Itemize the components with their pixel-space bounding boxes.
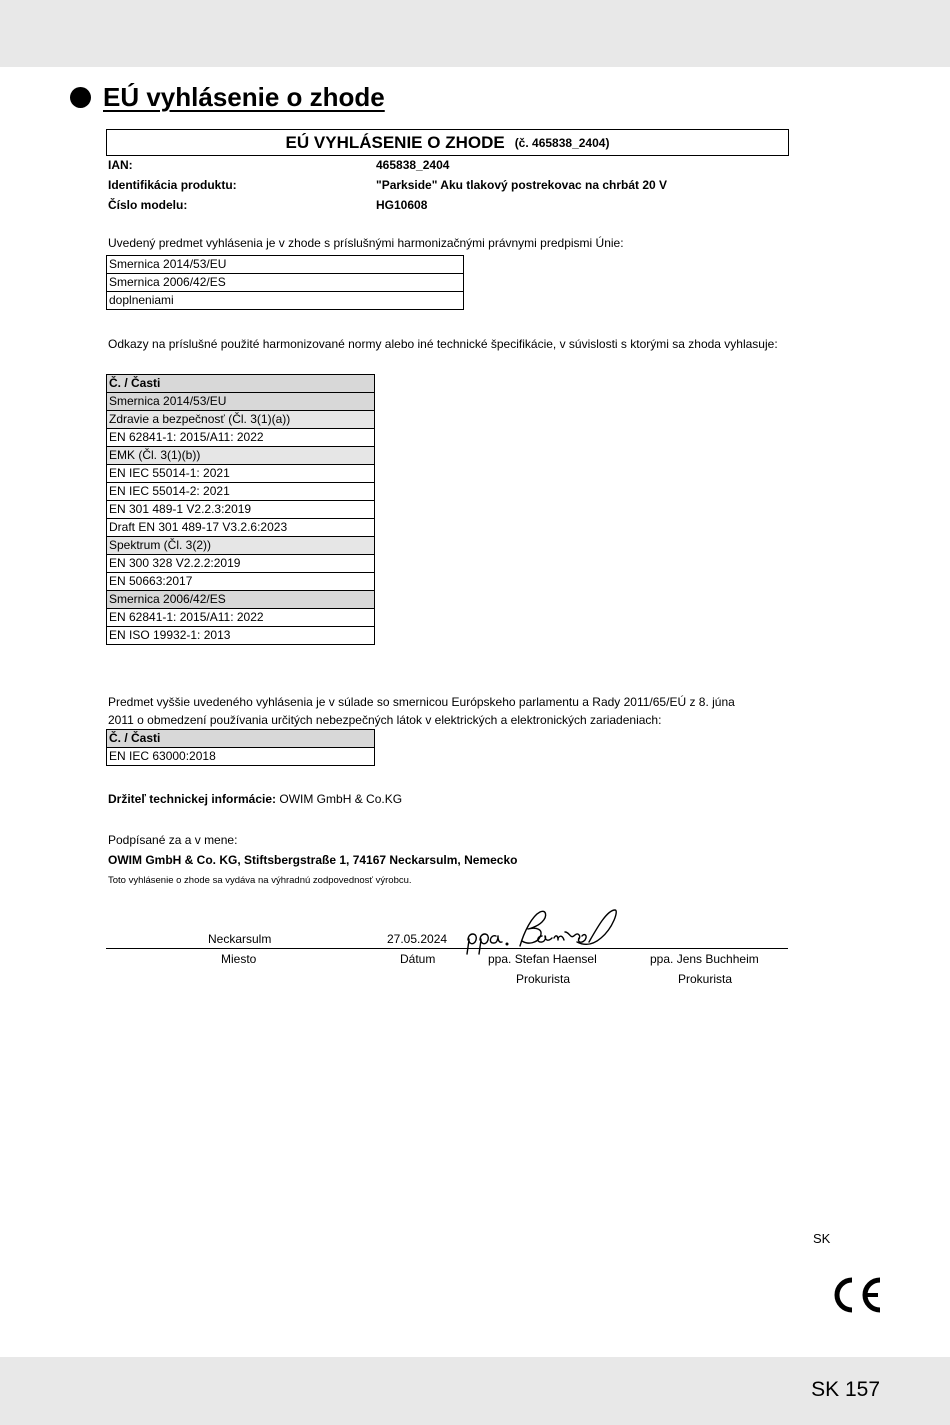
standards-row: Smernica 2006/42/ES xyxy=(107,591,375,609)
top-band xyxy=(0,0,950,67)
signer2-name: ppa. Jens Buchheim xyxy=(650,952,759,966)
signed-note: Toto vyhlásenie o zhode sa vydáva na výhradnú zodpovednosť výrobcu. xyxy=(108,875,412,886)
doc-ref: (č. 465838_2404) xyxy=(514,135,610,150)
standards-table xyxy=(106,374,375,645)
section-heading xyxy=(70,82,385,113)
standards-row: EN IEC 55014-1: 2021 xyxy=(107,465,375,483)
standards-header: Č. / Časti xyxy=(107,375,375,393)
heading-text: EÚ vyhlásenie o zhode xyxy=(103,82,385,112)
bullet-icon xyxy=(70,87,91,108)
ian-label: IAN: xyxy=(108,158,133,172)
product-value: "Parkside" Aku tlakový postrekovac na chrbát 20 V xyxy=(376,178,668,192)
standards-row: Smernica 2014/53/EU xyxy=(107,393,375,411)
signed-label: Podpísané za a v mene: xyxy=(108,833,238,847)
standards-row: EN 62841-1: 2015/A11: 2022 xyxy=(107,609,375,627)
date-label: Dátum xyxy=(400,952,436,966)
language-tag: SK xyxy=(813,1231,831,1246)
section3-text-1: Predmet vyššie uvedeného vyhlásenia je v súlade so smernicou Európskeho parlamentu a Rady 2011/65/EÚ z 8. júna xyxy=(108,695,735,709)
signer1-role: Prokurista xyxy=(516,972,571,986)
standards-row: EN 50663:2017 xyxy=(107,573,375,591)
directive-row: doplneniami xyxy=(107,292,464,310)
standards-row: Zdravie a bezpečnosť (Čl. 3(1)(a)) xyxy=(107,411,375,429)
place-value: Neckarsulm xyxy=(208,932,272,946)
bottom-band xyxy=(0,1357,950,1425)
signer1-name: ppa. Stefan Haensel xyxy=(488,952,597,966)
product-label: Identifikácia produktu: xyxy=(108,178,237,192)
doc-title-box xyxy=(106,129,789,156)
page-number: SK 157 xyxy=(811,1378,880,1401)
ce-mark-icon xyxy=(830,1276,884,1314)
date-value: 27.05.2024 xyxy=(387,932,448,946)
standards-row: EN IEC 55014-2: 2021 xyxy=(107,483,375,501)
holder-value: OWIM GmbH & Co.KG xyxy=(279,792,403,806)
section3-text-2: 2011 o obmedzení používania určitých nebezpečných látok v elektrických a elektronických zariadeniach: xyxy=(108,713,662,727)
directives-table xyxy=(106,255,464,310)
signer2-role: Prokurista xyxy=(678,972,733,986)
section1-text: Uvedený predmet vyhlásenia je v zhode s príslušnými harmonizačnými právnymi predpismi Únie: xyxy=(108,236,624,250)
standards-row: EN 300 328 V2.2.2:2019 xyxy=(107,555,375,573)
directive-row: Smernica 2006/42/ES xyxy=(107,274,464,292)
rohs-header: Č. / Časti xyxy=(107,730,375,748)
standards-row: Draft EN 301 489-17 V3.2.6:2023 xyxy=(107,519,375,537)
standards-row: EN ISO 19932-1: 2013 xyxy=(107,627,375,645)
signature-line xyxy=(106,948,788,949)
standards-row: Spektrum (Čl. 3(2)) xyxy=(107,537,375,555)
holder-line xyxy=(108,792,402,806)
directive-row: Smernica 2014/53/EU xyxy=(107,256,464,274)
section2-text: Odkazy na príslušné použité harmonizované normy alebo iné technické špecifikácie, v súvislosti s ktorými sa zhoda vyhlasuje: xyxy=(108,337,778,351)
standards-row: EMK (Čl. 3(1)(b)) xyxy=(107,447,375,465)
ian-value: 465838_2404 xyxy=(376,158,450,172)
rohs-table xyxy=(106,729,375,766)
place-label: Miesto xyxy=(221,952,257,966)
standards-row: EN 62841-1: 2015/A11: 2022 xyxy=(107,429,375,447)
model-label: Číslo modelu: xyxy=(108,198,188,212)
model-value: HG10608 xyxy=(376,198,428,212)
doc-title: EÚ VYHLÁSENIE O ZHODE xyxy=(285,132,505,152)
signed-company: OWIM GmbH & Co. KG, Stiftsbergstraße 1, 74167 Neckarsulm, Nemecko xyxy=(108,853,518,867)
standards-row: EN 301 489-1 V2.2.3:2019 xyxy=(107,501,375,519)
rohs-row: EN IEC 63000:2018 xyxy=(107,748,375,766)
holder-label: Držiteľ technickej informácie: xyxy=(108,792,277,806)
